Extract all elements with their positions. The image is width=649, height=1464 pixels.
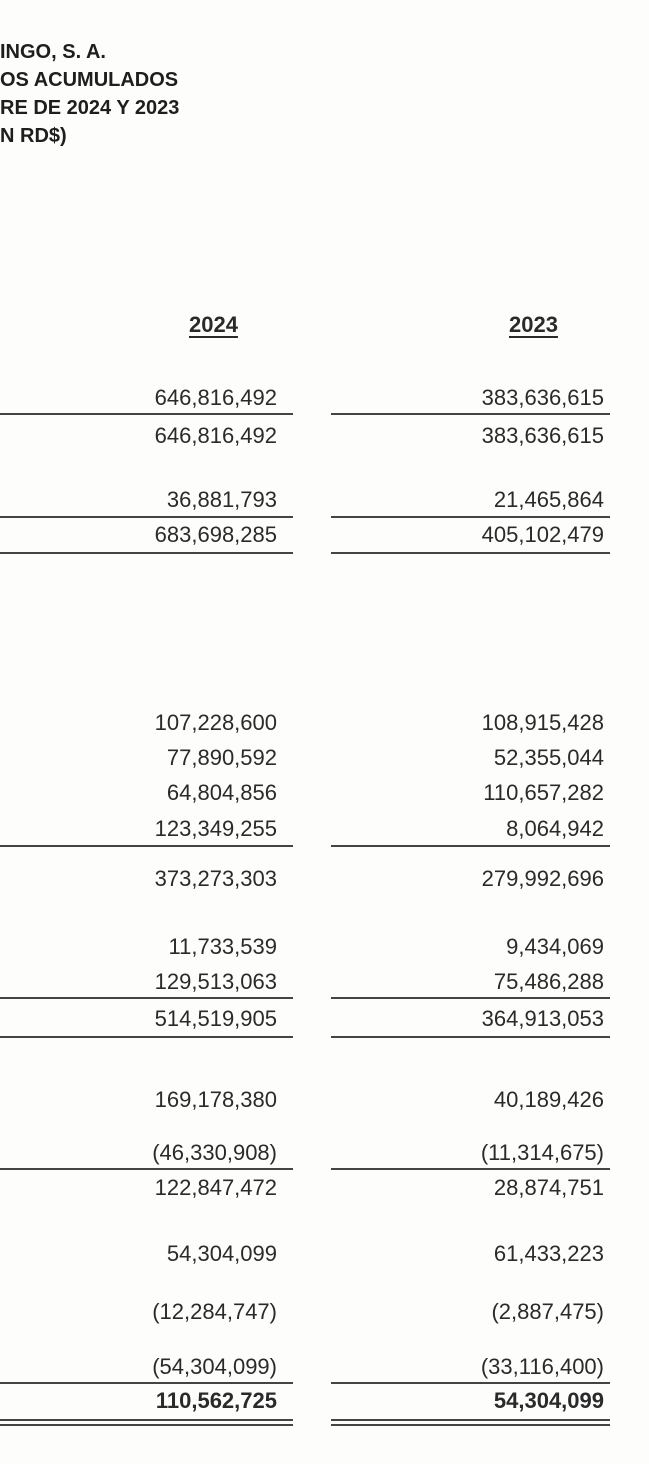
- cell-2024: 11,733,539: [168, 934, 277, 959]
- cell-2024: 129,513,063: [154, 969, 277, 994]
- rule-line: [0, 845, 293, 847]
- cell-2023: 21,465,864: [493, 487, 604, 512]
- total-2023: 54,304,099: [493, 1388, 604, 1413]
- cell-2024: (46,330,908): [152, 1140, 277, 1165]
- cell-2023: (2,887,475): [491, 1299, 604, 1324]
- header-company: INGO, S. A.: [0, 41, 106, 63]
- rule-line: [331, 413, 610, 415]
- cell-2023: 279,992,696: [481, 866, 604, 891]
- cell-2024: 64,804,856: [166, 780, 277, 805]
- cell-2023: 110,657,282: [483, 780, 604, 805]
- cell-2024: 373,273,303: [154, 866, 277, 891]
- cell-2023: (11,314,675): [480, 1140, 604, 1165]
- rule-line: [331, 552, 610, 554]
- rule-line: [331, 997, 610, 999]
- cell-2024: 54,304,099: [166, 1241, 277, 1266]
- cell-2024: 123,349,255: [154, 816, 277, 841]
- cell-2024: 36,881,793: [166, 487, 277, 512]
- cell-2023: 40,189,426: [493, 1087, 604, 1112]
- rule-line: [331, 1036, 610, 1038]
- cell-2023: 75,486,288: [493, 969, 604, 994]
- column-header-2023: 2023: [509, 312, 558, 337]
- cell-2024: 646,816,492: [154, 385, 277, 410]
- cell-2024: 169,178,380: [154, 1087, 277, 1112]
- rule-line: [331, 516, 610, 518]
- rule-line: [0, 1036, 293, 1038]
- double-rule-line: [331, 1419, 610, 1421]
- header-currency: N RD$): [0, 125, 67, 147]
- rule-line: [331, 1168, 610, 1170]
- cell-2024: 107,228,600: [154, 710, 277, 735]
- rule-line: [0, 552, 293, 554]
- rule-line: [0, 997, 293, 999]
- cell-2024: (54,304,099): [152, 1354, 277, 1379]
- rule-line: [0, 1382, 293, 1384]
- cell-2024: 683,698,285: [154, 522, 277, 547]
- cell-2023: 364,913,053: [481, 1006, 604, 1031]
- rule-line: [0, 413, 293, 415]
- cell-2023: 28,874,751: [493, 1175, 604, 1200]
- cell-2023: 383,636,615: [481, 423, 604, 448]
- rule-line: [331, 1382, 610, 1384]
- double-rule-line: [0, 1424, 293, 1426]
- cell-2023: 8,064,942: [506, 816, 604, 841]
- cell-2023: (33,116,400): [480, 1354, 604, 1379]
- rule-line: [0, 1168, 293, 1170]
- rule-line: [331, 845, 610, 847]
- cell-2023: 9,434,069: [506, 934, 604, 959]
- column-header-2024: 2024: [189, 312, 238, 337]
- cell-2024: 122,847,472: [154, 1175, 277, 1200]
- rule-line: [0, 516, 293, 518]
- double-rule-line: [331, 1424, 610, 1426]
- statement-header: [0, 38, 179, 150]
- cell-2024: 646,816,492: [154, 423, 277, 448]
- cell-2023: 383,636,615: [481, 385, 604, 410]
- cell-2023: 52,355,044: [493, 745, 604, 770]
- cell-2024: 514,519,905: [154, 1006, 277, 1031]
- cell-2023: 108,915,428: [481, 710, 604, 735]
- header-title: OS ACUMULADOS: [0, 69, 179, 91]
- cell-2024: (12,284,747): [152, 1299, 277, 1324]
- cell-2023: 405,102,479: [481, 522, 604, 547]
- header-period: RE DE 2024 Y 2023: [0, 97, 180, 119]
- total-2024: 110,562,725: [155, 1388, 277, 1413]
- cell-2023: 61,433,223: [493, 1241, 604, 1266]
- cell-2024: 77,890,592: [166, 745, 277, 770]
- double-rule-line: [0, 1419, 293, 1421]
